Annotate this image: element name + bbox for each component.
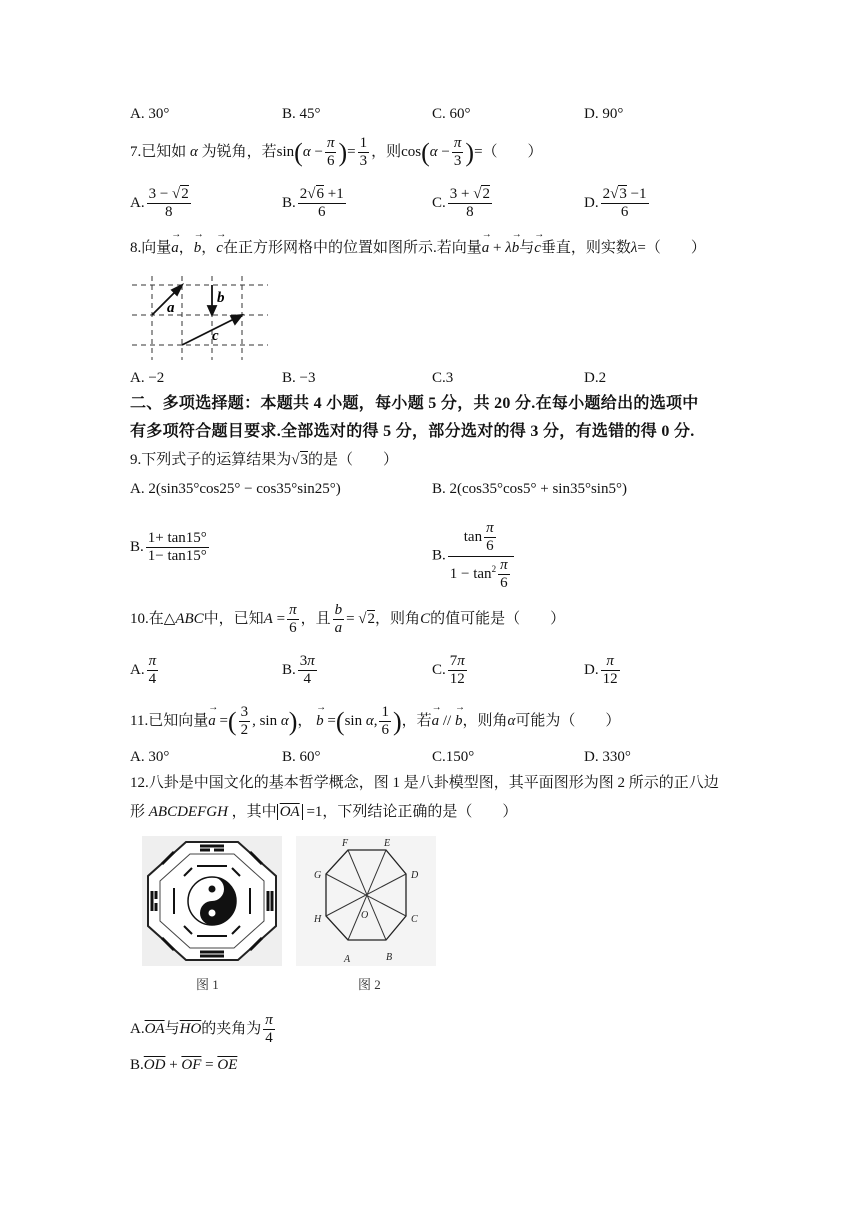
q8-option-d: D.2 [584, 370, 607, 386]
figure-1-caption: 图 1 [196, 977, 219, 992]
q6-option-a: A. 30° [130, 106, 170, 122]
q7-option-b: B. $\frac{2√6 +1}{6}$ [282, 186, 344, 221]
q10-option-d: D. $\frac{\pi}{12}$ [584, 653, 618, 688]
vertex-a-label: A [344, 954, 351, 965]
q10-stem: 10.在△ABC中，已知A = $\frac{\pi}{6}$ ，且 $\frac{b}{a}$ = √2，则角C的值可能是（ ） [130, 602, 566, 637]
vertex-d-label: D [411, 870, 419, 881]
vector-c-label: c [212, 328, 219, 344]
q8-option-a: A. −2 [130, 370, 165, 386]
vector-a-label: a [167, 300, 175, 316]
q8-option-c: C.3 [432, 370, 454, 386]
vertex-h-label: H [314, 914, 322, 925]
vector-b-label: b [217, 290, 225, 306]
vector-grid-figure [132, 276, 268, 360]
vertex-g-label: G [314, 870, 322, 881]
q11-stem: 11.已知向量→ a =( $\frac{3}{2}$ , sin α)， → b =(sin α, $\frac{1}{6}$ )，若→ a // → b，则角α可能为（ ） [130, 704, 620, 740]
octagon-figure [296, 836, 436, 966]
q10-option-a: A. $\frac{\pi}{4}$ [130, 653, 157, 688]
q10-option-b: B. $\frac{3\pi}{4}$ [282, 653, 315, 688]
q8-option-b: B. −3 [282, 370, 316, 386]
section-2-heading-line1: 二、多项选择题：本题共 4 小题，每小题 5 分，共 20 分.在每小题给出的选项中 [130, 395, 699, 412]
vertex-b-label: B [386, 952, 393, 963]
q11-option-c: C.150° [432, 749, 475, 765]
q12-option-a: $A.\overline{OA}$与$\overline{HO}$的夹角为 $\frac{\pi}{4}$ [130, 1012, 273, 1047]
q12-option-b: $B.\overline{OD} + \overline{OF} = \overline{OE}$ [130, 1057, 238, 1073]
figure-2-caption: 图 2 [358, 977, 381, 992]
q7-option-c: C. $\frac{3 + √2}{8}$ [432, 186, 490, 221]
q11-option-a: A. 30° [130, 749, 170, 765]
q11-option-d: D. 330° [584, 749, 631, 765]
q12-stem-line1: 12.八卦是中国文化的基本哲学概念，图 1 是八卦模型图，其平面图形为图 2 所示的正八边 [130, 775, 719, 791]
q7-stem: 7.已知如 α 为锐角，若sin(α − $\frac{\pi}{6}$ )= $\frac{1}{3}$ ，则cos(α − $\frac{\pi}{3}$ )=（ ） [130, 135, 543, 170]
q9-option-a: A. 2(sin35°cos25° − cos35°sin25°) [130, 481, 341, 497]
q9-option-b: B. 2(cos35°cos5° + sin35°sin5°) [432, 481, 627, 497]
center-o-label: O [361, 910, 369, 921]
q7-option-a: A. $\frac{3 - √2}{8}$ [130, 186, 189, 221]
q9-option-c: B. $\frac{1+ \tan 15^\circ}{1- \tan 15^\circ}$ [130, 530, 207, 565]
vertex-c-label: C [411, 914, 418, 925]
q6-option-d: D. 90° [584, 106, 624, 122]
q11-option-b: B. 60° [282, 749, 321, 765]
vertex-f-label: F [342, 838, 349, 849]
q9-option-d: B. tan $\frac{\pi}{6}$ $1 - \tan^2$ $\frac{\pi}{6}$ [432, 520, 516, 592]
section-2-heading-line2: 有多项符合题目要求.全部选对的得 5 分，部分选对的得 3 分，有选错的得 0 分. [130, 423, 695, 440]
q6-option-b: B. 45° [282, 106, 321, 122]
q6-option-c: C. 60° [432, 106, 471, 122]
q9-stem: 9.下列式子的运算结果为√3的是（ ） [130, 452, 399, 468]
q10-option-c: C. $\frac{7\pi}{12}$ [432, 653, 465, 688]
q8-stem: 8.向量→ a，→ b，→ c在正方形网格中的位置如图所示.若向量→ a + λ→ b与→ c垂直，则实数λ=（ ） [130, 241, 706, 256]
vertex-e-label: E [384, 838, 391, 849]
q7-option-d: D. $\frac{2√3 -1}{6}$ [584, 186, 647, 221]
bagua-model-figure [142, 836, 282, 966]
q12-stem-line2: 形 ABCDEFGH ，其中 $\overline{OA} =1$，下列结论正确的是（ ） [130, 804, 518, 820]
